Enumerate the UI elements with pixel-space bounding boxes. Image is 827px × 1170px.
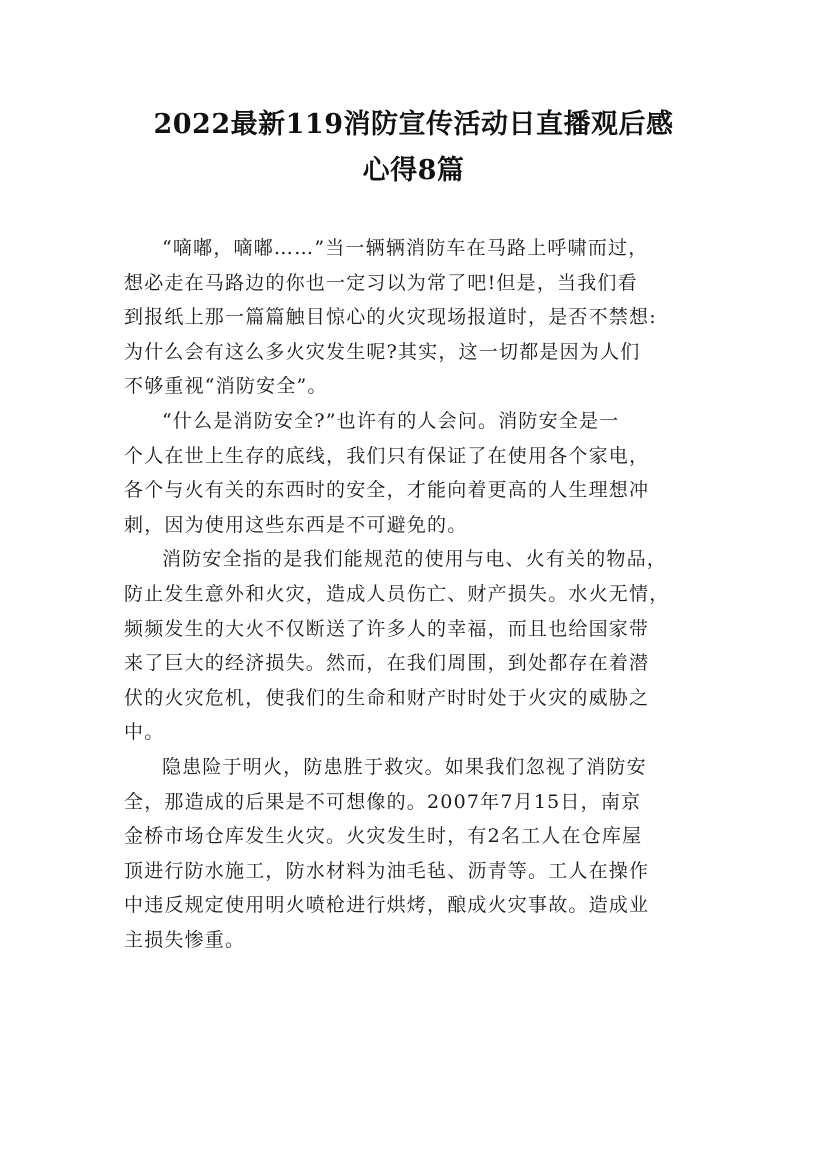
text-line: 各个与火有关的东西时的安全，才能向着更高的人生理想冲 — [124, 479, 650, 502]
text-line: 个人在世上生存的底线，我们只有保证了在使用各个家电， — [124, 444, 650, 467]
text-line: 防止发生意外和火灾，造成人员伤亡、财产损失。水火无情， — [124, 582, 670, 605]
text-line: “什么是消防安全?”也许有的人会问。消防安全是一 — [162, 409, 620, 432]
text-line: 到报纸上那一篇篇触目惊心的火灾现场报道时，是否不禁想: — [124, 306, 657, 329]
text-line: 伏的火灾危机，使我们的生命和财产时时处于火灾的威胁之 — [124, 686, 650, 709]
text-line: 消防安全指的是我们能规范的使用与电、火有关的物品， — [162, 548, 668, 571]
text-line: 刺，因为使用这些东西是不可避免的。 — [124, 513, 468, 536]
text-line: 顶进行防水施工，防水材料为油毛毡、沥青等。工人在操作 — [124, 859, 650, 882]
paragraph-3 — [124, 542, 704, 750]
paragraph-4 — [124, 750, 704, 958]
text-line: 中。 — [124, 721, 165, 744]
text-line: 全，那造成的后果是不可想像的。2007年7月15日，南京 — [124, 790, 642, 813]
document-body — [124, 231, 704, 957]
text-line: 金桥市场仓库发生火灾。火灾发生时，有2名工人在仓库屋 — [124, 825, 643, 848]
paragraph-2 — [124, 404, 704, 542]
title-line: 2022最新119消防宣传活动日直播观后感 — [153, 109, 674, 140]
title-line: 心得8篇 — [362, 155, 465, 186]
text-line: 主损失惨重。 — [124, 928, 246, 951]
text-line: 想必走在马路边的你也一定习以为常了吧!但是，当我们看 — [124, 271, 638, 294]
text-line: 频频发生的大火不仅断送了许多人的幸福，而且也给国家带 — [124, 617, 650, 640]
text-line: 中违反规定使用明火喷枪进行烘烤，酿成火灾事故。造成业 — [124, 894, 650, 917]
paragraph-1 — [124, 231, 704, 404]
text-line: “嘀嘟，嘀嘟……”当一辆辆消防车在马路上呼啸而过， — [162, 237, 649, 259]
document-title — [100, 102, 727, 194]
text-line: 来了巨大的经济损失。然而，在我们周围，到处都存在着潜 — [124, 652, 650, 675]
text-line: 为什么会有这么多火灾发生呢?其实，这一切都是因为人们 — [124, 340, 641, 363]
text-line: 不够重视“消防安全”。 — [124, 375, 328, 398]
text-line: 隐患险于明火，防患胜于救灾。如果我们忽视了消防安 — [162, 755, 647, 778]
